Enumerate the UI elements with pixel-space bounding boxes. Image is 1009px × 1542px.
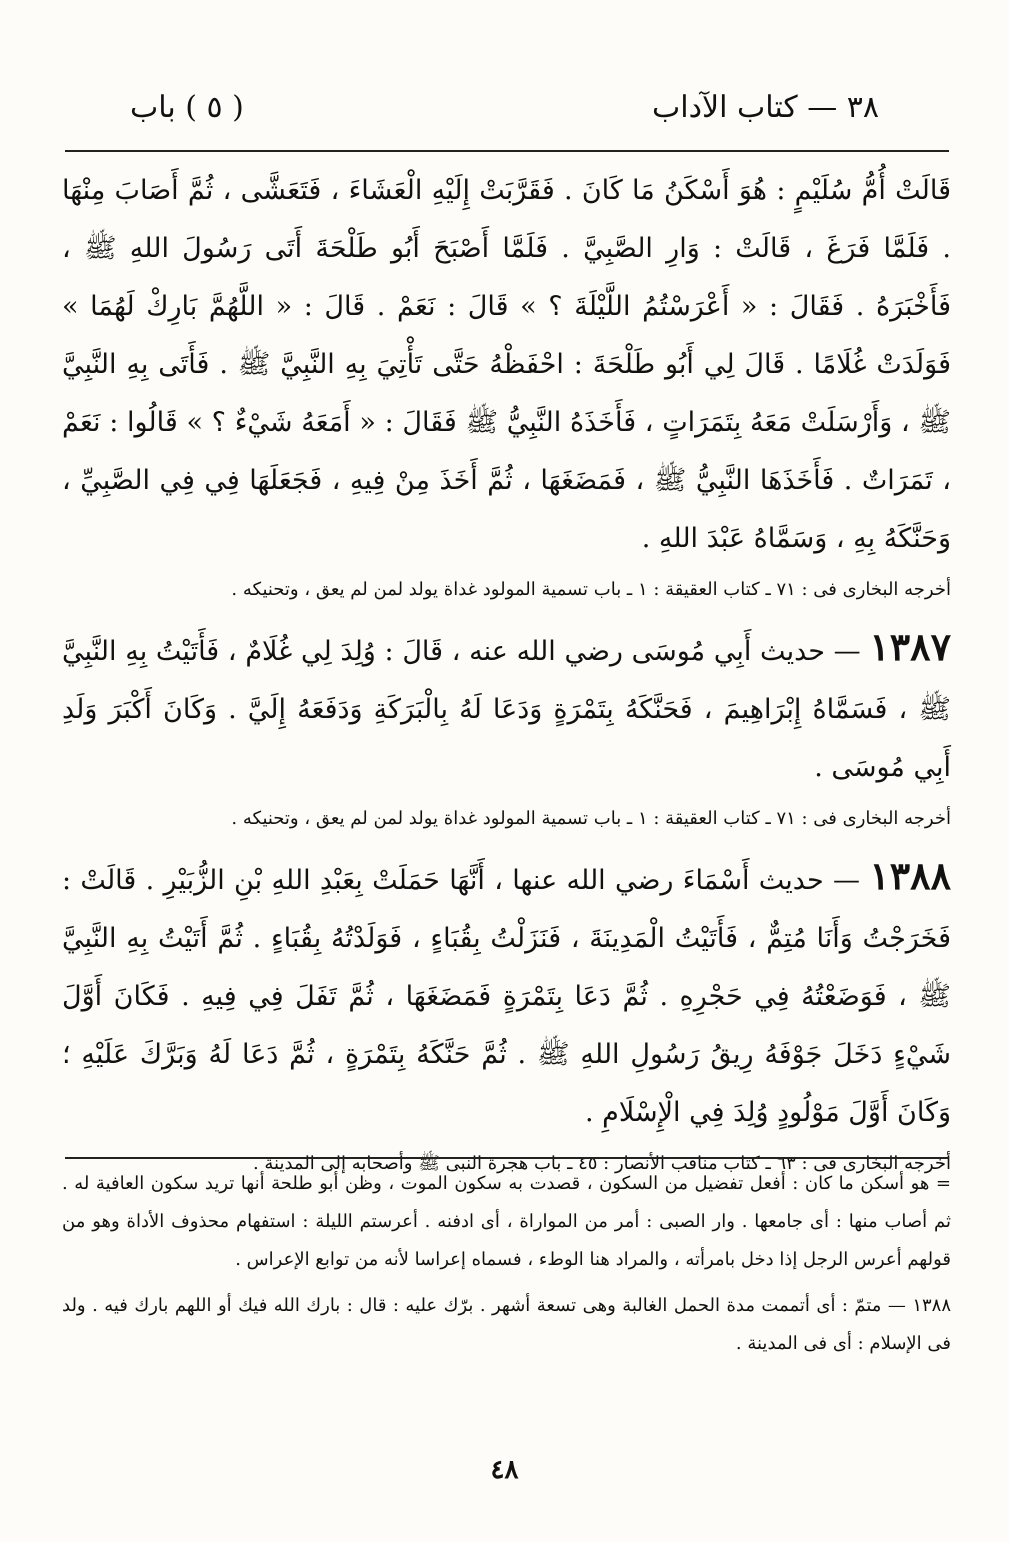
page-number: ٤٨ <box>490 1455 519 1485</box>
footnote: = هو أسكن ما كان : أفعل تفضيل من السكون ، قصدت به سكون الموت ، وظن أبو طلحة أنها تريد سكون العافية له . ثم أصاب منها : أى جامعها . وار الصبى : أمر من المواراة ، أى ادفنه . أعرستم الليلة : استفهام محذوف الأداة وهو من قولهم أعرس الرجل إذا دخل بامرأته ، والمراد هنا الوطء ، فسماه إعراسا لأنه من توابع الإعراس . <box>62 1173 951 1270</box>
hadith-number: ١٣٨٨ <box>869 853 951 898</box>
hadith-source: أخرجه البخارى فى : ٦٣ ـ كتاب مناقب الأنصار : ٤٥ ـ باب هجرة النبى ﷺ وأصحابه إلى المدينة . <box>252 1153 951 1174</box>
hadith-source: أخرجه البخارى فى : ٧١ ـ كتاب العقيقة : ١ ـ باب تسمية المولود غداة يولد لمن لم يعق ، وتحنيكه . <box>231 579 951 600</box>
hadith-number: ١٣٨٧ <box>869 624 951 669</box>
hadith-text: — حديث أَبِي مُوسَى رضي الله عنه ، قَالَ : وُلِدَ لِي غُلَامٌ ، فَأَتَيْتُ بِهِ النَّبِيَّ ﷺ ، فَسَمَّاهُ إِبْرَاهِيمَ ، فَحَنَّكَهُ بِتَمْرَةٍ وَدَعَا لَهُ بِالْبَرَكَةِ وَدَفَعَهُ إِلَيَّ . وَكَانَ أَكْبَرَ وَلَدِ أَبِي مُوسَى . <box>62 636 951 783</box>
hadith-continuation: قَالَتْ أُمُّ سُلَيْمٍ : هُوَ أَسْكَنُ مَا كَانَ . فَقَرَّبَتْ إِلَيْهِ الْعَشَاءَ ، فَتَعَشَّى ، ثُمَّ أَصَابَ مِنْهَا . فَلَمَّا فَرَغَ ، قَالَتْ : وَارِ الصَّبِيَّ . فَلَمَّا أَصْبَحَ أَبُو طَلْحَةَ أَتَى رَسُولَ اللهِ ﷺ ، فَأَخْبَرَهُ . فَقَالَ : « أَعْرَسْتُمُ اللَّيْلَةَ ؟ » قَالَ : نَعَمْ . قَالَ : « اللَّهُمَّ بَارِكْ لَهُمَا » فَوَلَدَتْ غُلَامًا . قَالَ لِي أَبُو طَلْحَةَ : احْفَظْهُ حَتَّى تَأْتِيَ بِهِ النَّبِيَّ ﷺ . فَأَتَى بِهِ النَّبِيَّ ﷺ ، وَأَرْسَلَتْ مَعَهُ بِتَمَرَاتٍ ، فَأَخَذَهُ النَّبِيُّ ﷺ فَقَالَ : « أَمَعَهُ شَيْءٌ ؟ » قَالُوا : نَعَمْ ، تَمَرَاتٌ . فَأَخَذَهَا النَّبِيُّ ﷺ ، فَمَضَغَهَا ، ثُمَّ أَخَذَ مِنْ فِيهِ ، فَجَعَلَهَا فِي فِي الصَّبِيِّ ، وَحَنَّكَهُ بِهِ ، وَسَمَّاهُ عَبْدَ اللهِ . <box>62 175 951 554</box>
main-text <box>62 162 951 1192</box>
hadith-text: — حديث أَسْمَاءَ رضي الله عنها ، أَنَّهَا حَمَلَتْ بِعَبْدِ اللهِ بْنِ الزُّبَيْرِ . قَالَتْ : فَخَرَجْتُ وَأَنَا مُتِمٌّ ، فَأَتَيْتُ الْمَدِينَةَ ، فَنَزَلْتُ بِقُبَاءٍ ، فَوَلَدْتُهُ بِقُبَاءٍ . ثُمَّ أَتَيْتُ بِهِ النَّبِيَّ ﷺ ، فَوَضَعْتُهُ فِي حَجْرِهِ . ثُمَّ دَعَا بِتَمْرَةٍ فَمَضَغَهَا ، ثُمَّ تَفَلَ فِي فِيهِ . فَكَانَ أَوَّلَ شَيْءٍ دَخَلَ جَوْفَهُ رِيقُ رَسُولِ اللهِ ﷺ . ثُمَّ حَنَّكَهُ بِتَمْرَةٍ ، ثُمَّ دَعَا لَهُ وَبَرَّكَ عَلَيْهِ ؛ وَكَانَ أَوَّلَ مَوْلُودٍ وُلِدَ فِي الْإِسْلَامِ . <box>62 865 951 1128</box>
page-header <box>110 90 879 140</box>
book-section-title: ٣٨ — كتاب الآداب <box>652 90 879 125</box>
hadith-1388 <box>62 847 951 1142</box>
footnote-divider <box>65 1157 949 1159</box>
hadith-source: أخرجه البخارى فى : ٧١ ـ كتاب العقيقة : ١ ـ باب تسمية المولود غداة يولد لمن لم يعق ، وتحنيكه . <box>231 808 951 829</box>
header-divider <box>65 150 949 152</box>
footnotes <box>62 1165 951 1371</box>
chapter-label: ( ٥ ) باب <box>130 90 244 125</box>
footnote: ١٣٨٨ — متمّ : أى أتممت مدة الحمل الغالبة وهى تسعة أشهر . برّك عليه : قال : بارك الله فيك أو اللهم بارك فيه . ولد فى الإسلام : أى فى المدينة . <box>62 1295 951 1354</box>
hadith-1387 <box>62 618 951 797</box>
